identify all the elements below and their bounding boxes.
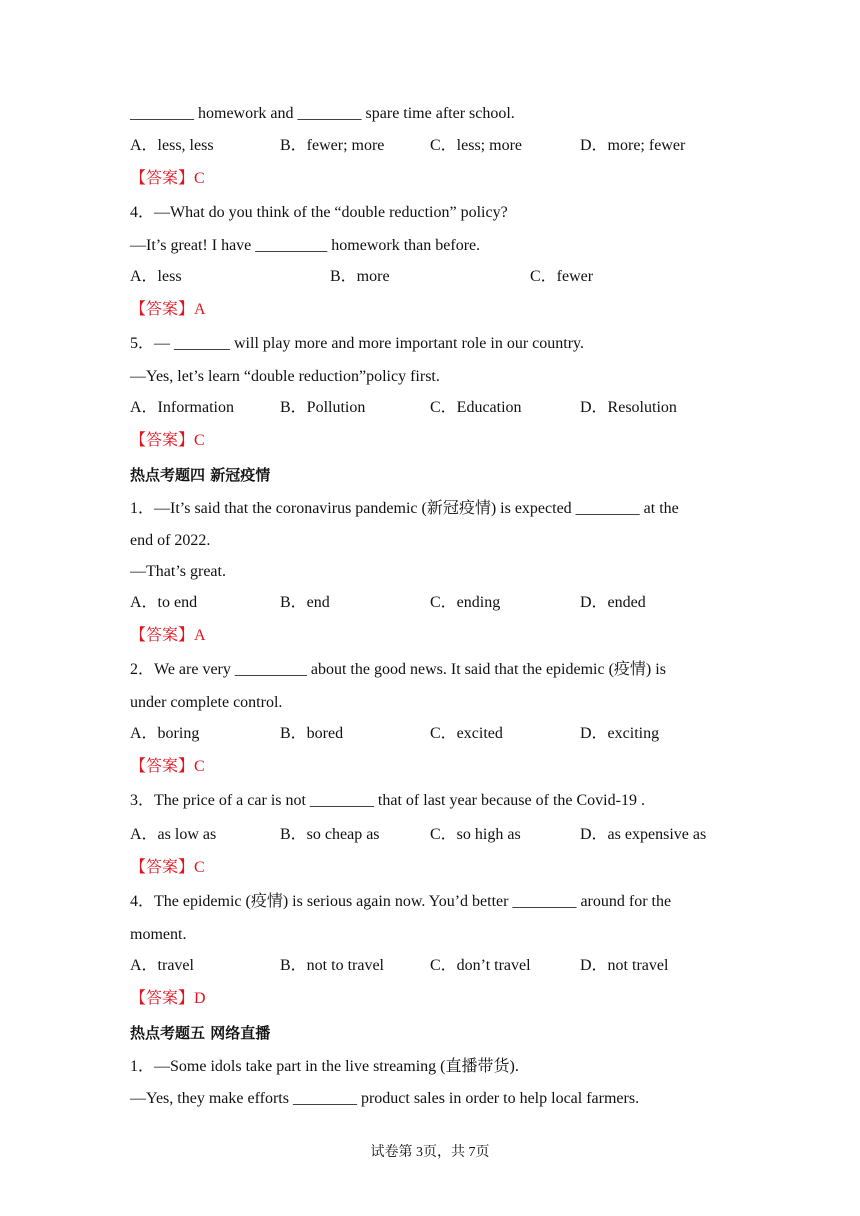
answer-label: 【答案】C [130,432,205,449]
option-d: D．not travel [580,957,669,974]
option-b: B．more [330,268,390,285]
answer-label: 【答案】D [130,990,206,1007]
option-c: C．fewer [530,268,594,285]
answer-label: 【答案】A [130,627,206,644]
options-row [130,267,750,287]
option-a: A．boring [130,725,200,742]
question-text: 4．The epidemic (疫情) is serious again now. You’d better ________ around for the [130,893,672,910]
question-text: —Yes, they make efforts ________ product sales in order to help local farmers. [130,1090,640,1107]
options-row [130,956,750,976]
option-c: C．Education [430,399,522,416]
option-d: D．Resolution [580,399,677,416]
option-d: D．as expensive as [580,826,707,843]
question-text: 5．— _______ will play more and more important role in our country. [130,335,584,352]
option-b: B．not to travel [280,957,384,974]
option-c: C．don’t travel [430,957,531,974]
question-text: ________ homework and ________ spare time after school. [130,105,515,122]
option-d: D．more; fewer [580,137,686,154]
option-b: B．Pollution [280,399,366,416]
question-text: 4．—What do you think of the “double reduction” policy? [130,204,508,221]
options-row [130,593,750,613]
answer-label: 【答案】A [130,301,206,318]
option-d: D．ended [580,594,646,611]
options-row [130,825,750,845]
question-text: 2．We are very _________ about the good news. It said that the epidemic (疫情) is [130,661,666,678]
answer-label: 【答案】C [130,170,205,187]
page-footer: 试卷第 3页，共 7页 [370,1145,490,1160]
option-a: A．as low as [130,826,217,843]
section-heading: 热点考题四 新冠疫情 [130,466,271,484]
question-text: —That’s great. [130,563,226,580]
option-b: B．fewer; more [280,137,385,154]
section-heading: 热点考题五 网络直播 [130,1024,271,1042]
option-a: A．travel [130,957,194,974]
question-text: —It’s great! I have _________ homework than before. [130,237,481,254]
answer-label: 【答案】C [130,859,205,876]
options-row [130,398,750,418]
option-c: C．less; more [430,137,522,154]
question-text: —Yes, let’s learn “double reduction”policy first. [130,368,440,385]
option-c: C．ending [430,594,501,611]
question-text: 1．—Some idols take part in the live streaming (直播带货). [130,1058,519,1075]
question-text: moment. [130,926,187,943]
question-text: under complete control. [130,694,283,711]
option-b: B．end [280,594,330,611]
options-row [130,136,750,156]
option-a: A．less, less [130,137,214,154]
answer-label: 【答案】C [130,758,205,775]
option-b: B．bored [280,725,344,742]
option-c: C．so high as [430,826,521,843]
options-row [130,724,750,744]
option-a: A．Information [130,399,234,416]
question-text: 1．—It’s said that the coronavirus pandemic (新冠疫情) is expected ________ at the [130,500,679,517]
option-c: C．excited [430,725,503,742]
option-a: A．less [130,268,182,285]
option-d: D．exciting [580,725,660,742]
question-text: end of 2022. [130,532,211,549]
option-a: A．to end [130,594,198,611]
question-text: 3．The price of a car is not ________ that of last year because of the Covid-19 . [130,792,645,809]
option-b: B．so cheap as [280,826,380,843]
